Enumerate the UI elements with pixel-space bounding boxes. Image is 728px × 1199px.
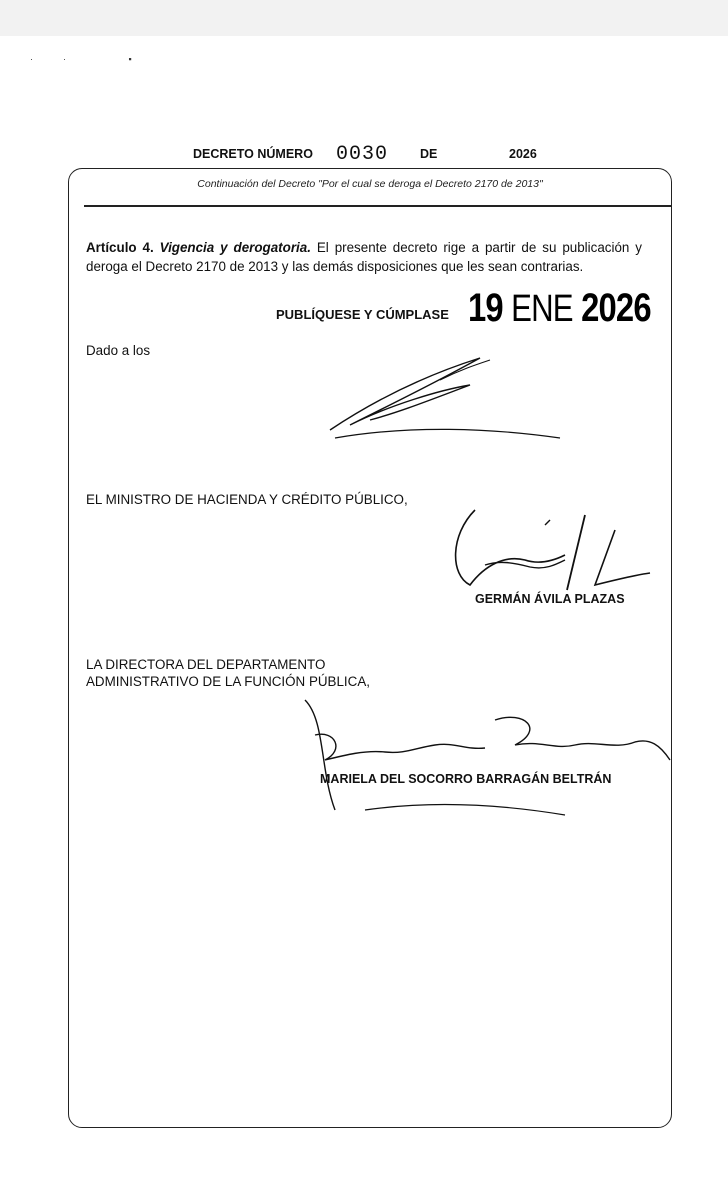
publiquese-label: PUBLÍQUESE Y CÚMPLASE [276, 307, 449, 322]
stamp-year: 2026 [581, 286, 651, 330]
director-title-line1: LA DIRECTORA DEL DEPARTAMENTO [86, 657, 326, 672]
director-title-line2: ADMINISTRATIVO DE LA FUNCIÓN PÚBLICA, [86, 674, 370, 689]
stamp-day: 19 [468, 286, 503, 330]
minister-title: EL MINISTRO DE HACIENDA Y CRÉDITO PÚBLICO, [86, 492, 408, 507]
director-title [86, 656, 370, 690]
stamp-month: ENE [511, 288, 573, 330]
decree-number: 0030 [336, 143, 389, 166]
continuation-line: Continuación del Decreto "Por el cual se deroga el Decreto 2170 de 2013" [197, 178, 543, 190]
article-4 [86, 238, 642, 276]
top-bar [0, 0, 728, 36]
decree-year: 2026 [509, 147, 537, 161]
article-text: El presente decreto rige a partir de su publicación y deroga el Decreto 2170 de 2013 y las demás disposiciones que les sean contrarias. [86, 240, 642, 274]
article-label: Artículo 4. [86, 240, 154, 255]
decree-header [0, 145, 728, 165]
de-label: DE [420, 147, 438, 161]
scan-specks: ·· ▪ [30, 54, 162, 64]
president-signature [320, 350, 580, 450]
header-rule [84, 205, 672, 207]
article-title: Vigencia y derogatoria. [159, 240, 311, 255]
minister-signature [445, 505, 655, 595]
director-name: MARIELA DEL SOCORRO BARRAGÁN BELTRÁN [320, 772, 612, 786]
dado-text: Dado a los [86, 343, 151, 358]
decree-number-label: DECRETO NÚMERO [193, 147, 313, 161]
date-stamp [468, 286, 651, 331]
director-signature [295, 690, 675, 820]
minister-name: GERMÁN ÁVILA PLAZAS [475, 592, 625, 606]
